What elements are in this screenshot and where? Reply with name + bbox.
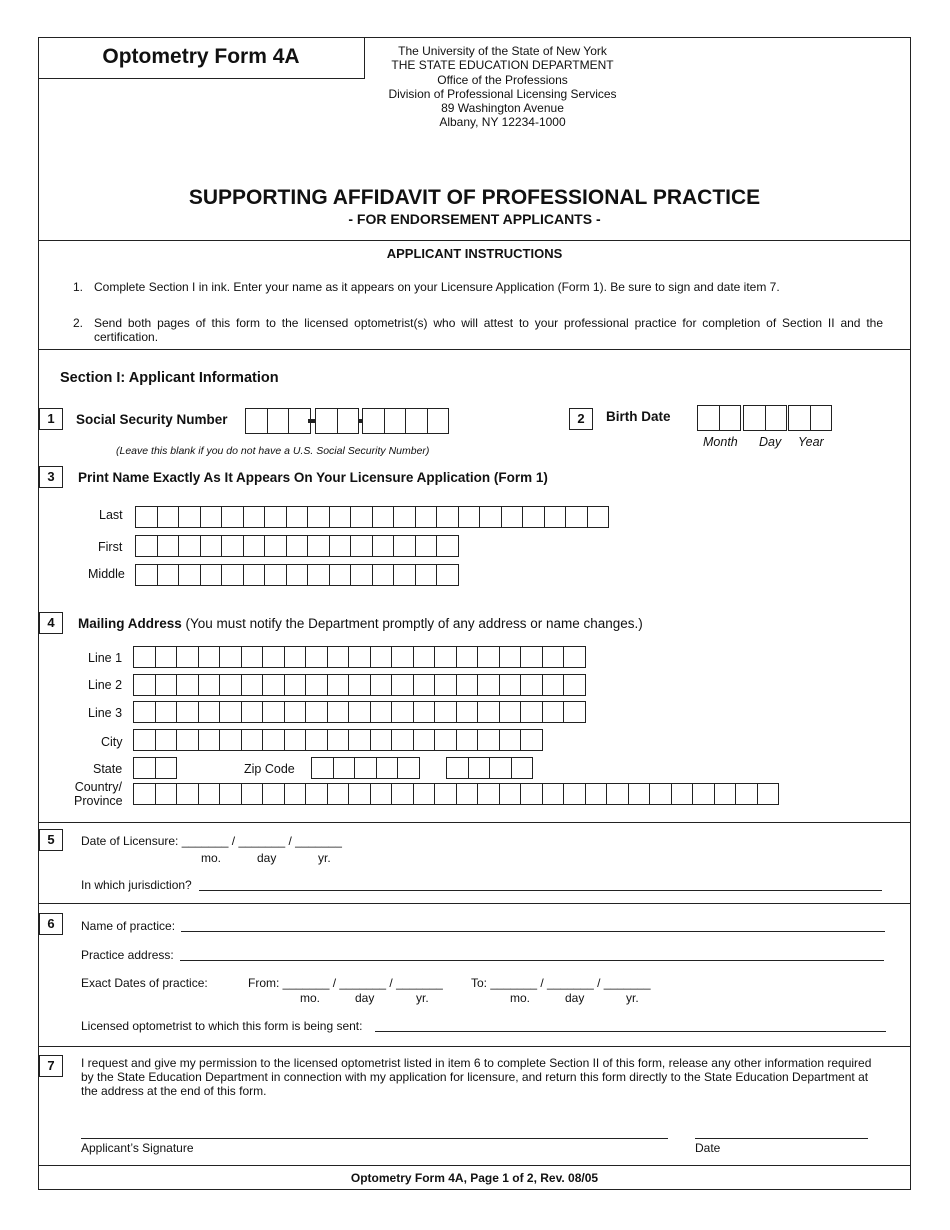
character-box[interactable] [157,535,180,557]
character-box[interactable] [376,757,399,779]
character-box[interactable] [499,646,522,668]
character-box[interactable] [305,783,328,805]
item-number: 2 [569,408,593,430]
day-caption: day [565,991,585,1005]
divider [38,1046,911,1047]
address-line: The University of the State of New York [398,44,607,58]
instruction-number: 1. [73,280,84,294]
character-box[interactable] [370,783,393,805]
date-label: Date [695,1141,721,1155]
character-box[interactable] [157,564,180,586]
divider [38,349,911,350]
character-box[interactable] [350,564,373,586]
character-box[interactable] [155,783,178,805]
instructions-title: APPLICANT INSTRUCTIONS [386,246,563,261]
last-name-input[interactable] [135,506,608,528]
address-line: 89 Washington Avenue [441,101,564,116]
character-box[interactable] [489,757,512,779]
character-box[interactable] [333,757,356,779]
item-number: 1 [39,408,63,430]
character-box[interactable] [456,646,479,668]
instruction-number: 2. [73,316,84,330]
character-box[interactable] [436,564,459,586]
character-box[interactable] [391,674,414,696]
character-box[interactable] [479,506,502,528]
character-box[interactable] [354,757,377,779]
character-box[interactable] [606,783,629,805]
address-line1-input[interactable] [133,646,585,668]
character-box[interactable] [157,506,180,528]
character-box[interactable] [565,506,588,528]
character-box[interactable] [155,701,178,723]
character-box[interactable] [468,757,491,779]
mo-caption: mo. [300,991,321,1005]
character-box[interactable] [133,701,156,723]
character-box[interactable] [370,701,393,723]
item-number: 6 [39,913,63,935]
character-box[interactable] [520,729,543,751]
character-box[interactable] [327,729,350,751]
character-box[interactable] [585,783,608,805]
character-box[interactable] [370,674,393,696]
character-box[interactable] [305,701,328,723]
character-box[interactable] [397,757,420,779]
signature-input[interactable] [81,1138,668,1139]
character-box[interactable] [176,646,199,668]
address-line2-input[interactable] [133,674,585,696]
character-box[interactable] [286,506,309,528]
character-box[interactable] [221,506,244,528]
character-box[interactable] [477,729,500,751]
character-box[interactable] [348,674,371,696]
character-box[interactable] [307,506,330,528]
character-box[interactable] [284,646,307,668]
instruction-text: Complete Section I in ink. Enter your name as it appears on your Licensure Application (Form 1). Be sure to sign and date item 7. [94,280,780,294]
character-box[interactable] [456,729,479,751]
character-box[interactable] [499,729,522,751]
optometrist-input[interactable] [375,1031,886,1032]
character-box[interactable] [434,783,457,805]
character-box[interactable] [348,646,371,668]
character-box[interactable] [649,783,672,805]
character-box[interactable] [348,729,371,751]
character-box[interactable] [499,701,522,723]
character-box[interactable] [243,535,266,557]
character-box[interactable] [391,646,414,668]
character-box[interactable] [221,535,244,557]
character-box[interactable] [241,674,264,696]
character-box[interactable] [520,701,543,723]
character-box[interactable] [350,506,373,528]
mo-caption: mo. [201,851,222,865]
character-box[interactable] [241,729,264,751]
character-box[interactable] [415,506,438,528]
character-box[interactable] [393,564,416,586]
character-box[interactable] [415,564,438,586]
character-box[interactable] [456,701,479,723]
character-box[interactable] [415,535,438,557]
character-box[interactable] [329,564,352,586]
character-box[interactable] [133,783,156,805]
character-box[interactable] [262,674,285,696]
practice-name-input[interactable] [181,931,885,932]
first-name-input[interactable] [135,535,458,557]
zip-extension-input[interactable] [446,757,532,779]
character-box[interactable] [264,564,287,586]
address-line: THE STATE EDUCATION DEPARTMENT [391,58,614,73]
address-line3-label: Line 3 [88,706,123,720]
character-box[interactable] [264,535,287,557]
ssn-input-part1[interactable] [245,408,310,434]
character-box[interactable] [219,729,242,751]
first-name-label: First [98,540,123,554]
jurisdiction-label: In which jurisdiction? [81,878,192,892]
character-box[interactable] [456,674,479,696]
last-name-label: Last [99,508,123,522]
divider [38,1165,911,1166]
permission-text: I request and give my permission to the licensed optometrist listed in item 6 to complete Section II of this form, release any other information required by the State Education Department in connection with my application for licensure, and return this form directly to the State Education Department at the address at the end of this form. [81,1056,872,1098]
address-line1-label: Line 1 [88,651,123,665]
character-box[interactable] [262,783,285,805]
character-box[interactable] [436,535,459,557]
character-box[interactable] [542,783,565,805]
divider [38,822,911,823]
character-box[interactable] [176,674,199,696]
practice-name-label: Name of practice: [81,919,176,933]
character-box[interactable] [219,701,242,723]
mailing-address-label [78,616,643,631]
city-input[interactable] [133,729,542,751]
middle-name-label: Middle [88,567,125,581]
character-box[interactable] [307,564,330,586]
address-line: Division of Professional Licensing Services [388,86,617,101]
character-box[interactable] [520,783,543,805]
character-box[interactable] [178,506,201,528]
character-box[interactable] [176,701,199,723]
jurisdiction-input[interactable] [199,890,882,891]
character-box[interactable] [563,783,586,805]
character-box[interactable] [542,701,565,723]
item-number: 3 [39,466,63,488]
character-box[interactable] [135,506,158,528]
character-box[interactable] [133,729,156,751]
character-box[interactable] [350,535,373,557]
character-box[interactable] [284,701,307,723]
year-caption: Year [798,435,824,449]
character-box[interactable] [372,506,395,528]
character-box[interactable] [477,646,500,668]
character-box[interactable] [219,646,242,668]
character-box[interactable] [413,701,436,723]
character-box[interactable] [499,674,522,696]
practice-address-input[interactable] [180,960,884,961]
character-box[interactable] [133,674,156,696]
character-box[interactable] [393,506,416,528]
character-box[interactable] [327,674,350,696]
address-line3-input[interactable] [133,701,585,723]
page-subtitle: - FOR ENDORSEMENT APPLICANTS - [348,211,601,227]
address-line: Office of the Professions [437,72,568,87]
character-box[interactable] [262,729,285,751]
character-box[interactable] [757,783,780,805]
character-box[interactable] [391,701,414,723]
character-box[interactable] [499,783,522,805]
page-title: SUPPORTING AFFIDAVIT OF PROFESSIONAL PRACTICE [188,186,761,209]
practice-to-date[interactable]: To: _______ / _______ / _______ [471,976,651,990]
character-box[interactable] [563,701,586,723]
ssn-input-part2[interactable] [315,408,358,434]
day-caption: day [355,991,375,1005]
character-box[interactable] [241,701,264,723]
middle-name-input[interactable] [135,564,458,586]
character-box[interactable] [284,783,307,805]
department-address [365,44,640,130]
character-box[interactable] [241,646,264,668]
country-label-line: Country/ [74,780,122,794]
signature-label: Applicant’s Signature [81,1141,194,1155]
character-box[interactable] [434,729,457,751]
ssn-note: (Leave this blank if you do not have a U.S. Social Security Number) [116,445,430,457]
ssn-input-part3[interactable] [362,408,448,434]
character-box[interactable] [434,646,457,668]
character-box[interactable] [542,646,565,668]
character-box[interactable] [155,729,178,751]
character-box[interactable] [178,564,201,586]
practice-address-label: Practice address: [81,948,174,962]
form-title: Optometry Form 4A [38,37,365,79]
optometrist-label: Licensed optometrist to which this form is being sent: [81,1019,363,1033]
character-box[interactable] [348,701,371,723]
character-box[interactable] [511,757,534,779]
character-box[interactable] [370,729,393,751]
character-box[interactable] [264,506,287,528]
character-box[interactable] [413,646,436,668]
character-box[interactable] [286,564,309,586]
country-label [74,780,123,808]
character-box[interactable] [456,783,479,805]
character-box[interactable] [262,646,285,668]
birth-day-input[interactable] [743,405,786,431]
ssn-label: Social Security Number [76,412,228,427]
character-box[interactable] [198,783,221,805]
character-box[interactable] [563,674,586,696]
character-box[interactable] [348,783,371,805]
mo-caption: mo. [510,991,531,1005]
yr-caption: yr. [416,991,429,1005]
character-box[interactable] [135,564,158,586]
character-box[interactable] [135,535,158,557]
item-number: 7 [39,1055,63,1077]
character-box[interactable] [671,783,694,805]
character-box[interactable] [307,535,330,557]
character-box[interactable] [178,535,201,557]
character-box[interactable] [200,535,223,557]
country-input[interactable] [133,783,778,805]
month-caption: Month [703,435,738,449]
character-box[interactable] [522,506,545,528]
character-box[interactable] [200,506,223,528]
divider [38,903,911,904]
divider [38,240,911,241]
character-box[interactable] [133,646,156,668]
character-box[interactable] [176,729,199,751]
mailing-address-note: (You must notify the Department promptly of any address or name changes.) [181,616,643,631]
address-line: Albany, NY 12234-1000 [439,115,566,130]
country-label-line: Province [74,794,123,808]
character-box[interactable] [133,757,156,779]
character-box[interactable] [155,674,178,696]
character-box[interactable] [305,646,328,668]
character-box[interactable] [327,646,350,668]
state-input[interactable] [133,757,176,779]
birth-date-label: Birth Date [606,409,671,424]
character-box[interactable] [329,535,352,557]
character-box[interactable] [198,701,221,723]
character-box[interactable] [520,646,543,668]
character-box[interactable] [413,729,436,751]
day-caption: Day [759,435,782,449]
character-box[interactable] [692,783,715,805]
character-box[interactable] [243,506,266,528]
character-box[interactable] [372,564,395,586]
character-box[interactable] [198,674,221,696]
character-box[interactable] [413,783,436,805]
item-number: 5 [39,829,63,851]
character-box[interactable] [477,674,500,696]
signature-date-input[interactable] [695,1138,868,1139]
character-box[interactable] [628,783,651,805]
item-number: 4 [39,612,63,634]
city-label: City [101,735,123,749]
day-caption: day [257,851,277,865]
character-box[interactable] [327,701,350,723]
yr-caption: yr. [626,991,639,1005]
character-box[interactable] [221,564,244,586]
character-box[interactable] [520,674,543,696]
character-box[interactable] [155,757,178,779]
state-label: State [93,762,123,776]
character-box[interactable] [305,674,328,696]
address-line2-label: Line 2 [88,678,123,692]
character-box[interactable] [413,674,436,696]
character-box[interactable] [391,729,414,751]
character-box[interactable] [176,783,199,805]
character-box[interactable] [311,757,334,779]
character-box[interactable] [587,506,610,528]
character-box[interactable] [262,701,285,723]
character-box[interactable] [446,757,469,779]
character-box[interactable] [434,674,457,696]
zip-input[interactable] [311,757,419,779]
instruction-text: Send both pages of this form to the licensed optometrist(s) who will attest to your professional practice for completion of Section II and the certification. [94,316,883,344]
page-footer: Optometry Form 4A, Page 1 of 2, Rev. 08/05 [350,1171,599,1185]
character-box[interactable] [286,535,309,557]
character-box[interactable] [458,506,481,528]
character-box[interactable] [544,506,567,528]
mailing-address-title: Mailing Address [78,616,182,631]
character-box[interactable] [198,646,221,668]
licensure-date-field[interactable]: Date of Licensure: _______ / _______ / _______ [81,834,342,848]
birth-year-input[interactable] [788,405,831,431]
practice-from-date[interactable]: From: _______ / _______ / _______ [248,976,443,990]
character-box[interactable] [477,701,500,723]
character-box[interactable] [735,783,758,805]
character-box[interactable] [542,674,565,696]
character-box[interactable] [714,783,737,805]
character-box[interactable] [477,783,500,805]
character-box[interactable] [563,646,586,668]
name-label: Print Name Exactly As It Appears On Your Licensure Application (Form 1) [78,470,548,485]
character-box[interactable] [200,564,223,586]
character-box[interactable] [329,506,352,528]
character-box[interactable] [219,674,242,696]
character-box[interactable] [501,506,524,528]
character-box[interactable] [370,646,393,668]
zip-label: Zip Code [244,762,295,776]
section-heading: Section I: Applicant Information [60,370,279,386]
yr-caption: yr. [318,851,331,865]
character-box[interactable] [284,729,307,751]
character-box[interactable] [243,564,266,586]
birth-month-input[interactable] [697,405,740,431]
character-box[interactable] [284,674,307,696]
character-box[interactable] [372,535,395,557]
character-box[interactable] [305,729,328,751]
character-box[interactable] [155,646,178,668]
character-box[interactable] [436,506,459,528]
character-box[interactable] [434,701,457,723]
character-box[interactable] [219,783,242,805]
character-box[interactable] [327,783,350,805]
character-box[interactable] [198,729,221,751]
character-box[interactable] [391,783,414,805]
character-box[interactable] [393,535,416,557]
character-box[interactable] [241,783,264,805]
exact-dates-label: Exact Dates of practice: [81,976,208,990]
